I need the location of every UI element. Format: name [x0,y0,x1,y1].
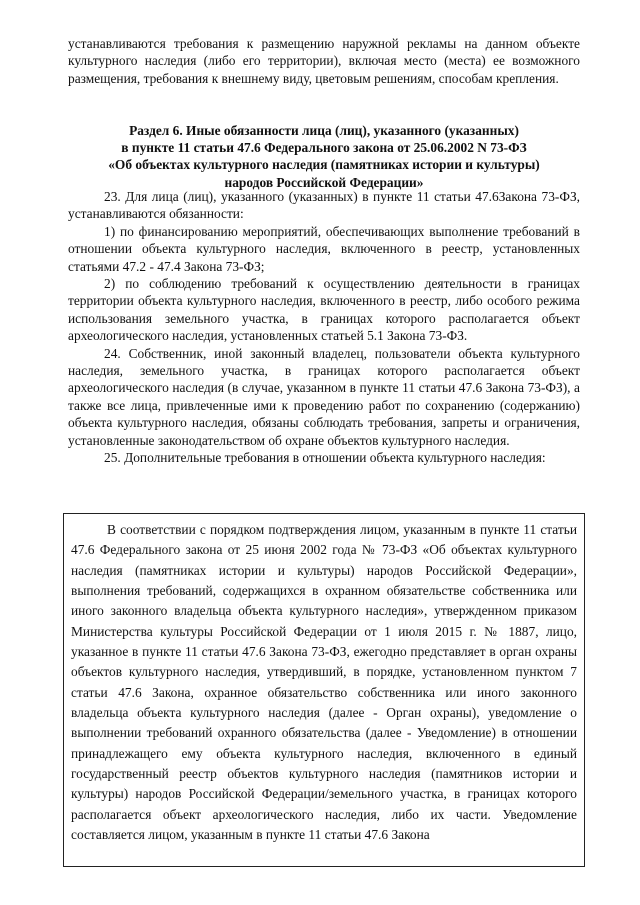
paragraph-24: 24. Собственник, иной законный владелец, пользователи объекта культурного наследия, земельного участка, в границах которого располагается объект археологического наследия (в случае, указанном в пункте 11 статьи 47.6 Закона 73-ФЗ), а также все лица, привлеченные ими к проведению работ по сохранению (содержанию) объекта культурного наследия, обязаны соблюдать требования, запреты и ограничения, установленные законодательством об охране объектов культурного наследия. [68,345,580,448]
requirements-box-text: В соответствии с порядком подтверждения лицом, указанным в пункте 11 статьи 47.6 Федерального закона от 25 июня 2002 года № 73-ФЗ «Об объектах культурного наследия (памятниках истории и культуры) народов Российской Федерации», выполнения требований, содержащихся в охранном обязательстве собственника или иного законного владельца объекта культурного наследия», утвержденном приказом Министерства культуры Российской Федерации от 1 июля 2015 г. № 1887, лицо, указанное в пункте 11 статьи 47.6 Закона 73-ФЗ, ежегодно представляет в орган охраны объектов культурного наследия, утвердивший, в порядке, установленном пунктом 7 статьи 47.6 Закона, охранное обязательство собственника или иного законного владельца объекта культурного наследия (далее - Орган охраны), уведомление о выполнении требований охранного обязательства (далее - Уведомление) в отношении принадлежащего ему объекта культурного наследия, включенного в единый государственный реестр объектов культурного наследия (памятников истории и культуры) народов Российской Федерации/земельного участка, в границах которого располагается объект археологического наследия, либо их части. Уведомление составляется лицом, указанным в пункте 11 статьи 47.6 Закона [71,522,577,843]
section-heading-line: «Об объектах культурного наследия (памятниках истории и культуры) [108,157,540,173]
paragraph-25: 25. Дополнительные требования в отношении объекта культурного наследия: [104,450,546,466]
requirements-box-text-wrap [71,520,577,846]
section-heading-line: народов Российской Федерации» [224,174,424,190]
paragraph-23-item-1: 1) по финансированию мероприятий, обеспечивающих выполнение требований в отношении объекта культурного наследия, включенного в реестр, установленных статьями 47.2 - 47.4 Закона 73-ФЗ; [68,223,580,274]
requirements-box [63,513,585,867]
intro-paragraph: устанавливаются требования к размещению наружной рекламы на данном объекте культурного наследия (либо его территории), включая место (места) ее возможного размещения, требования к внешнему виду, цветовым решениям, способам крепления. [68,36,580,86]
intro-block [68,35,580,87]
section-heading [68,122,580,191]
paragraph-23-item-2: 2) по соблюдению требований к осуществлению деятельности в границах территории объекта культурного наследия, включенного в реестр, либо особого режима использования земельного участка, в границах которого располагается объект археологического наследия, установленных статьей 5.1 Закона 73-ФЗ. [68,276,580,344]
section-heading-line: в пункте 11 статьи 47.6 Федерального закона от 25.06.2002 N 73-ФЗ [121,140,527,156]
section-heading-line: Раздел 6. Иные обязанности лица (лиц), указанного (указанных) [129,123,519,138]
body-block [68,188,580,467]
paragraph-23: 23. Для лица (лиц), указанного (указанных) в пункте 11 статьи 47.6Закона 73-ФЗ, устанавливаются обязанности: [68,189,580,222]
